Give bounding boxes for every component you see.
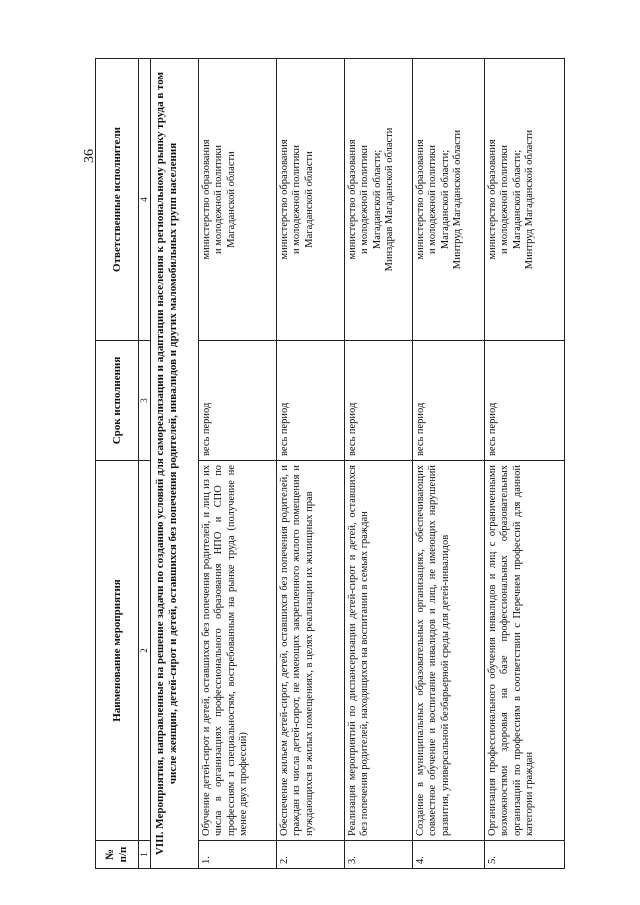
row-measure: Обеспечение жильем детей-сирот, детей, оставшихся без попечения родителей, и граждан из числа детей-сирот, не имеющих закрепленного жилого помещения и нуждающихся в жилых помещениях, в целях реализации их жилищных прав	[276, 461, 344, 841]
table-row	[198, 59, 276, 869]
row-term: весь период	[276, 341, 344, 461]
page-number: 36	[82, 149, 97, 163]
row-executors	[484, 59, 564, 341]
row-executors	[344, 59, 412, 341]
row-term: весь период	[344, 341, 412, 461]
table-row	[412, 59, 484, 869]
executor-line: и молодежной политики	[499, 144, 511, 255]
executor-line: Минтруд Магаданской области	[452, 129, 464, 270]
column-number: 4	[139, 59, 151, 341]
header-num: № п/п	[96, 841, 139, 869]
header-term: Срок исполнения	[96, 341, 139, 461]
executor-line: министерство образования	[346, 139, 358, 260]
table-row	[276, 59, 344, 869]
row-term: весь период	[484, 341, 564, 461]
executor-line: Магаданской области	[303, 151, 315, 248]
column-number: 3	[139, 341, 151, 461]
executor-line: министерство образования	[278, 139, 290, 260]
executor-line: Магаданской области	[225, 151, 237, 248]
executor-line: Магаданской области;	[371, 149, 383, 250]
column-number: 1	[139, 841, 151, 869]
row-measure: Создание в муниципальных образовательных организациях, обеспечивающих совместное обучение и воспитание инвалидов и лиц, не имеющих нарушений развития, универсальной безбарьерной среды для детей-инвалидов	[412, 461, 484, 841]
executor-line: и молодежной политики	[359, 144, 371, 255]
header-measure: Наименование мероприятия	[96, 461, 139, 841]
executor-line: и молодежной политики	[427, 144, 439, 255]
table-row	[484, 59, 564, 869]
row-measure: Обучение детей-сирот и детей, оставшихся без попечения родителей, и лиц из их числа в организациях профессионального образования НПО и СПО по профессиям и специальностям, востребованным на рынке труда (получение не менее двух профессий)	[198, 461, 276, 841]
row-executors	[276, 59, 344, 341]
executor-line: Минздрав Магаданской области	[384, 127, 396, 272]
row-measure: Реализация мероприятий по диспансеризации детей-сирот и детей, оставшихся без попечения родителей, находящихся на воспитании в семьях граждан	[344, 461, 412, 841]
measures-table-wrapper	[95, 59, 565, 869]
executor-line: министерство образования	[486, 139, 498, 260]
row-term: весь период	[412, 341, 484, 461]
executor-line: Магаданской области;	[511, 149, 523, 250]
executor-line: Минтруд Магаданской области	[524, 129, 536, 270]
section-header-row	[150, 59, 198, 869]
header-executors: Ответственные исполнители	[96, 59, 139, 341]
row-executors	[412, 59, 484, 341]
header-row	[96, 59, 139, 869]
row-number: 4.	[412, 841, 484, 869]
row-number: 2.	[276, 841, 344, 869]
row-term: весь период	[198, 341, 276, 461]
executor-line: и молодежной политики	[291, 144, 303, 255]
row-executors	[198, 59, 276, 341]
row-measure: Организация профессионального обучения инвалидов и лиц с ограниченными возможностями здоровья на базе профессиональных образовательных организаций по профессиям в соответствии с Перечнем профессий для данной категории граждан	[484, 461, 564, 841]
section-title: VIII. Мероприятия, направленные на решение задачи по созданию условий для самореализации и адаптации населения к региональному рынку труда в том числе женщин, детей-сирот и детей, оставшихся без попечения родителей, инвалидов и других маломобильных групп населения	[150, 59, 198, 869]
row-number: 5.	[484, 841, 564, 869]
column-number-row	[139, 59, 151, 869]
row-number: 3.	[344, 841, 412, 869]
executor-line: министерство образования	[200, 139, 212, 260]
executor-line: и молодежной политики	[213, 144, 225, 255]
measures-table	[95, 58, 565, 869]
row-number: 1.	[198, 841, 276, 869]
column-number: 2	[139, 461, 151, 841]
table-row	[344, 59, 412, 869]
executor-line: министерство образования	[414, 139, 426, 260]
executor-line: Магаданской области;	[439, 149, 451, 250]
